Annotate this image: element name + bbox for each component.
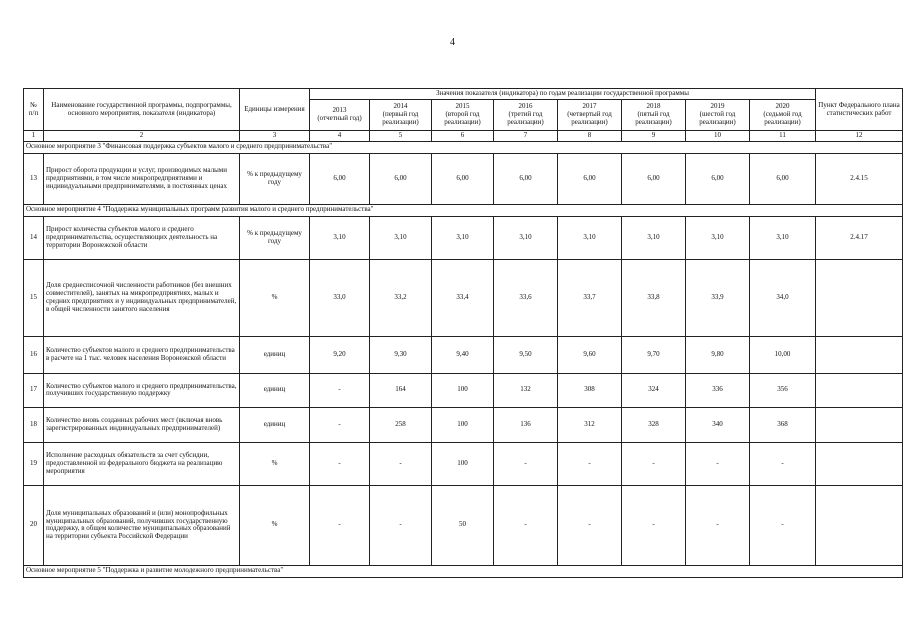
indicator-value: 6,00 <box>494 153 558 204</box>
header-year-note: (третий год реализации) <box>507 110 544 126</box>
header-year-note: (шестой год реализации) <box>699 110 736 126</box>
indicator-value: - <box>310 485 370 565</box>
indicator-value: 9,40 <box>432 336 494 373</box>
plan-item: 2.4.17 <box>816 216 903 259</box>
header-year-value: 2020 <box>775 102 790 111</box>
row-number: 17 <box>24 373 44 407</box>
indicator-value: 33,6 <box>494 259 558 336</box>
indicator-value: - <box>310 373 370 407</box>
plan-item <box>816 442 903 485</box>
indicator-unit: единиц <box>240 336 310 373</box>
header-year-2013 <box>310 100 370 131</box>
indicator-name: Прирост количества субъектов малого и среднего предпринимательства, осуществляющих деятельность на территории Воронежской области <box>44 216 240 259</box>
plan-item <box>816 336 903 373</box>
indicator-value: 132 <box>494 373 558 407</box>
plan-item: 2.4.15 <box>816 153 903 204</box>
header-year-note: (второй год реализации) <box>444 110 481 126</box>
header-year-2015 <box>432 100 494 131</box>
column-number: 3 <box>240 131 310 142</box>
column-number: 11 <box>750 131 816 142</box>
indicator-value: 33,4 <box>432 259 494 336</box>
header-year-2018 <box>622 100 686 131</box>
indicator-unit: единиц <box>240 407 310 442</box>
indicator-unit: % к предыдущему году <box>240 153 310 204</box>
header-year-value: 2014 <box>393 102 408 111</box>
header-year-note: (отчетный год) <box>317 114 362 122</box>
indicator-value: - <box>558 485 622 565</box>
row-number: 16 <box>24 336 44 373</box>
plan-item <box>816 407 903 442</box>
indicator-value: 33,7 <box>558 259 622 336</box>
indicator-value: 34,0 <box>750 259 816 336</box>
header-year-value: 2017 <box>582 102 597 111</box>
header-row-top <box>24 89 903 100</box>
header-year-2014 <box>370 100 432 131</box>
column-number: 12 <box>816 131 903 142</box>
header-year-value: 2019 <box>710 102 725 111</box>
indicator-value: 328 <box>622 407 686 442</box>
indicator-value: - <box>370 485 432 565</box>
header-year-note: (первый год реализации) <box>382 110 419 126</box>
plan-item <box>816 259 903 336</box>
section-title: Основное мероприятие 5 "Поддержка и развитие молодежного предпринимательства" <box>24 565 903 577</box>
indicator-value: 33,0 <box>310 259 370 336</box>
column-number: 1 <box>24 131 44 142</box>
header-year-value: 2015 <box>455 102 470 111</box>
indicator-unit: единиц <box>240 373 310 407</box>
indicator-value: 100 <box>432 373 494 407</box>
indicator-unit: % <box>240 442 310 485</box>
table-row <box>24 407 903 442</box>
header-year-2016 <box>494 100 558 131</box>
indicator-value: - <box>622 442 686 485</box>
indicator-value: - <box>494 485 558 565</box>
indicator-value: - <box>686 485 750 565</box>
row-number: 19 <box>24 442 44 485</box>
indicator-value: - <box>686 442 750 485</box>
header-year-value: 2013 <box>332 106 347 115</box>
section-row <box>24 565 903 577</box>
indicator-unit: % к предыдущему году <box>240 216 310 259</box>
indicator-name: Количество субъектов малого и среднего предпринимательства, получивших государственную поддержку <box>44 373 240 407</box>
header-year-2020 <box>750 100 816 131</box>
header-year-note: (четвертый год реализации) <box>567 110 612 126</box>
indicator-value: 100 <box>432 442 494 485</box>
indicator-name: Количество субъектов малого и среднего предпринимательства в расчете на 1 тыс. человек населения Воронежской области <box>44 336 240 373</box>
indicator-value: 3,10 <box>750 216 816 259</box>
indicator-value: - <box>750 442 816 485</box>
indicator-value: - <box>750 485 816 565</box>
indicator-name: Исполнение расходных обязательств за счет субсидии, предоставленной из федерального бюджета на реализацию мероприятия <box>44 442 240 485</box>
indicator-value: 50 <box>432 485 494 565</box>
header-plan: Пункт Федерального плана статистических работ <box>816 89 903 131</box>
indicator-value: 6,00 <box>622 153 686 204</box>
column-number: 8 <box>558 131 622 142</box>
column-number: 7 <box>494 131 558 142</box>
header-num: № п/п <box>24 89 44 131</box>
indicator-value: 33,8 <box>622 259 686 336</box>
column-number: 6 <box>432 131 494 142</box>
indicator-value: 9,20 <box>310 336 370 373</box>
indicator-value: 9,30 <box>370 336 432 373</box>
indicator-name: Доля среднесписочной численности работников (без внешних совместителей), занятых на микропредприятиях, малых и средних предприятиях и у индивидуальных предпринимателей, в общей численности занятого населения <box>44 259 240 336</box>
row-number: 18 <box>24 407 44 442</box>
table-row <box>24 373 903 407</box>
indicator-value: 3,10 <box>494 216 558 259</box>
indicator-value: 336 <box>686 373 750 407</box>
indicator-value: 100 <box>432 407 494 442</box>
row-number: 13 <box>24 153 44 204</box>
indicator-value: 33,2 <box>370 259 432 336</box>
column-number: 10 <box>686 131 750 142</box>
indicator-value: 324 <box>622 373 686 407</box>
indicator-unit: % <box>240 485 310 565</box>
header-units: Единицы измерения <box>240 89 310 131</box>
indicator-value: 9,70 <box>622 336 686 373</box>
indicator-value: - <box>494 442 558 485</box>
indicator-value: 6,00 <box>750 153 816 204</box>
header-year-2017 <box>558 100 622 131</box>
section-row <box>24 141 903 153</box>
indicator-value: - <box>310 442 370 485</box>
row-number: 15 <box>24 259 44 336</box>
indicator-name: Доля муниципальных образований и (или) монопрофильных муниципальных образований, получивших государственную поддержку, в общем количестве муниципальных образований на территории субъекта Российской Федерации <box>44 485 240 565</box>
indicator-value: 136 <box>494 407 558 442</box>
indicator-value: - <box>310 407 370 442</box>
table-row <box>24 442 903 485</box>
header-year-2019 <box>686 100 750 131</box>
plan-item <box>816 373 903 407</box>
indicator-value: 3,10 <box>432 216 494 259</box>
table-row <box>24 485 903 565</box>
indicator-value: 3,10 <box>370 216 432 259</box>
indicator-value: 340 <box>686 407 750 442</box>
header-values-group: Значения показателя (индикатора) по годам реализации государственной программы <box>310 89 816 100</box>
table-row <box>24 216 903 259</box>
indicator-value: 3,10 <box>622 216 686 259</box>
indicator-value: 6,00 <box>686 153 750 204</box>
column-number: 2 <box>44 131 240 142</box>
header-year-note: (седьмой год реализации) <box>763 110 802 126</box>
indicator-value: 258 <box>370 407 432 442</box>
indicator-value: 6,00 <box>370 153 432 204</box>
indicator-value: - <box>558 442 622 485</box>
indicator-value: 3,10 <box>558 216 622 259</box>
indicator-value: 368 <box>750 407 816 442</box>
indicator-value: 9,80 <box>686 336 750 373</box>
header-year-value: 2018 <box>646 102 661 111</box>
header-year-value: 2016 <box>518 102 533 111</box>
row-number: 14 <box>24 216 44 259</box>
indicator-name: Количество вновь созданных рабочих мест (включая вновь зарегистрированных индивидуальных предпринимателей) <box>44 407 240 442</box>
indicator-value: 3,10 <box>310 216 370 259</box>
indicator-value: 9,60 <box>558 336 622 373</box>
plan-item <box>816 485 903 565</box>
column-number: 9 <box>622 131 686 142</box>
column-number: 5 <box>370 131 432 142</box>
header-year-note: (пятый год реализации) <box>635 110 672 126</box>
table-row <box>24 336 903 373</box>
indicator-value: 308 <box>558 373 622 407</box>
indicator-value: 9,50 <box>494 336 558 373</box>
section-title: Основное мероприятие 4 "Поддержка муниципальных программ развития малого и среднего предпринимательства" <box>24 204 903 216</box>
indicator-value: 6,00 <box>310 153 370 204</box>
header-name: Наименование государственной программы, подпрограммы, основного мероприятия, показателя (индикатора) <box>44 89 240 131</box>
row-number: 20 <box>24 485 44 565</box>
page-number: 4 <box>450 37 455 48</box>
indicator-value: - <box>622 485 686 565</box>
indicator-value: - <box>370 442 432 485</box>
indicator-value: 312 <box>558 407 622 442</box>
indicator-value: 164 <box>370 373 432 407</box>
table-row <box>24 153 903 204</box>
indicator-value: 6,00 <box>432 153 494 204</box>
indicators-table <box>23 88 903 578</box>
table-row <box>24 259 903 336</box>
indicator-value: 33,9 <box>686 259 750 336</box>
indicator-value: 3,10 <box>686 216 750 259</box>
column-number: 4 <box>310 131 370 142</box>
indicator-value: 356 <box>750 373 816 407</box>
indicator-name: Прирост оборота продукции и услуг, производимых малыми предприятиями, в том числе микропредприятиями и индивидуальными предпринимателями, в постоянных ценах <box>44 153 240 204</box>
section-title: Основное мероприятие 3 "Финансовая поддержка субъектов малого и среднего предпринимательства" <box>24 141 903 153</box>
indicator-unit: % <box>240 259 310 336</box>
section-row <box>24 204 903 216</box>
indicator-value: 10,00 <box>750 336 816 373</box>
column-number-row <box>24 131 903 142</box>
indicator-value: 6,00 <box>558 153 622 204</box>
